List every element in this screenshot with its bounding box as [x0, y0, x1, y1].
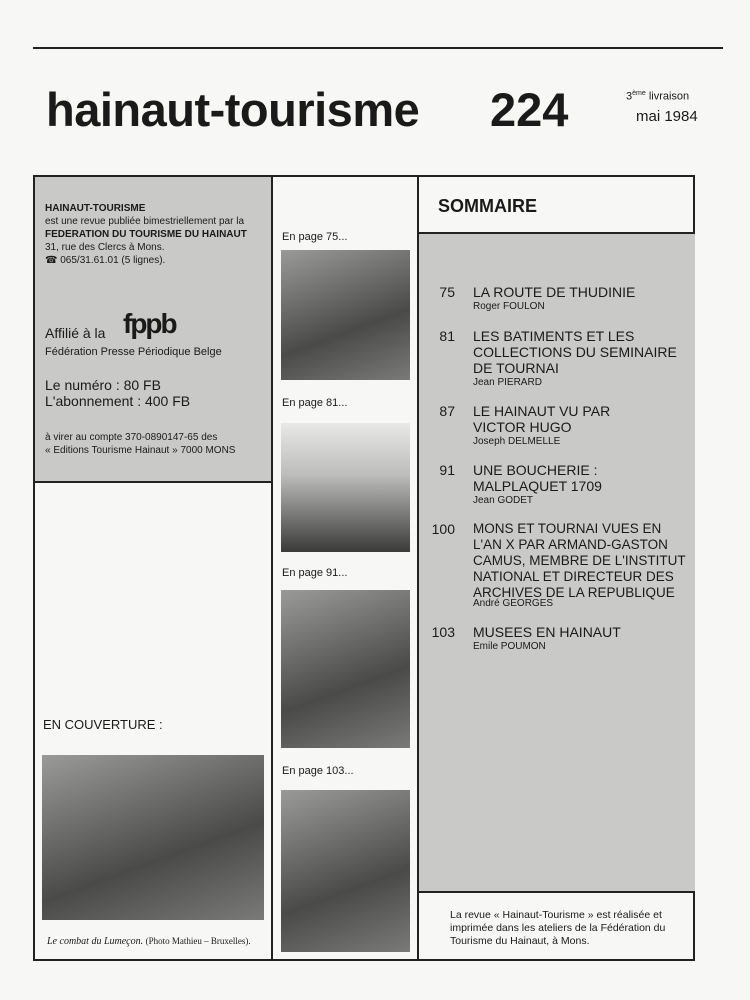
toc-page: 75: [439, 284, 455, 300]
museum-photo: [281, 790, 410, 952]
account-line: « Editions Tourisme Hainaut » 7000 MONS: [45, 445, 236, 456]
toc-author: Jean GODET: [473, 495, 534, 506]
livraison-num: 3: [626, 90, 633, 103]
livraison: [626, 90, 689, 103]
price-subscription: L'abonnement : 400 FB: [45, 393, 191, 409]
toc-page: 91: [439, 462, 455, 478]
cathedral-photo: [281, 423, 410, 552]
cover-caption-title: Le combat du Lumeçon.: [47, 936, 144, 947]
painting-photo: [281, 590, 410, 748]
cover-label: EN COUVERTURE :: [43, 717, 163, 732]
toc-title[interactable]: MONS ET TOURNAI VUES EN L'AN X PAR ARMAND-GASTON CAMUS, MEMBRE DE L'INSTITUT NATIONAL ET DIRECTEUR DES ARCHIVES DE LA REPUBLIQUE: [473, 521, 686, 600]
toc-author: Joseph DELMELLE: [473, 436, 561, 447]
page-label: En page 75...: [282, 231, 348, 243]
phone-number: 065/31.61.01 (5 lignes).: [60, 255, 166, 266]
price-issue: Le numéro : 80 FB: [45, 377, 161, 393]
toc-author: Jean PIERARD: [473, 377, 542, 388]
divider: [33, 481, 273, 483]
cover-photo: [42, 755, 264, 920]
toc-author: Roger FOULON: [473, 301, 545, 312]
telephone-icon: ☎: [45, 255, 58, 266]
info-line: 31, rue des Clercs à Mons.: [45, 242, 165, 253]
toc-page: 87: [439, 403, 455, 419]
toc-author: Emile POUMON: [473, 641, 546, 652]
federation-name: Fédération Presse Périodique Belge: [45, 346, 222, 358]
cover-caption-credit: (Photo Mathieu – Bruxelles).: [145, 936, 251, 946]
publisher-name: HAINAUT-TOURISME: [45, 203, 146, 214]
toc-title[interactable]: LE HAINAUT VU PAR VICTOR HUGO: [473, 403, 611, 435]
toc-title[interactable]: LES BATIMENTS ET LES COLLECTIONS DU SEMINAIRE DE TOURNAI: [473, 328, 677, 376]
magazine-title: hainaut-tourisme: [46, 83, 420, 136]
toc-page: 81: [439, 328, 455, 344]
toc-title[interactable]: LA ROUTE DE THUDINIE: [473, 284, 636, 300]
sommaire-title: SOMMAIRE: [438, 196, 537, 216]
livraison-word: livraison: [648, 90, 690, 103]
toc-title[interactable]: UNE BOUCHERIE : MALPLAQUET 1709: [473, 462, 602, 494]
toc-page: 103: [431, 624, 455, 640]
page-label: En page 91...: [282, 567, 348, 579]
affiliated-label: Affilié à la: [45, 325, 106, 341]
page-label: En page 103...: [282, 765, 354, 777]
fppb-logo: fppb: [123, 308, 176, 339]
issue-date: mai 1984: [636, 108, 698, 125]
printing-note: La revue « Hainaut-Tourisme » est réalisée et imprimée dans les ateliers de la Fédération du Tourisme du Hainaut, à Mons.: [450, 909, 666, 947]
account-line: à virer au compte 370-0890147-65 des: [45, 432, 218, 443]
top-rule: [33, 47, 723, 49]
toc-title[interactable]: MUSEES EN HAINAUT: [473, 624, 621, 640]
info-line: est une revue publiée bimestriellement par la: [45, 216, 244, 227]
page-label: En page 81...: [282, 397, 348, 409]
issue-number: 224: [490, 83, 569, 136]
toc-page: 100: [431, 521, 455, 537]
livraison-sup: ème: [632, 90, 646, 97]
column-divider: [271, 175, 273, 961]
toc-author: André GEORGES: [473, 598, 554, 609]
thudinie-photo: [281, 250, 410, 380]
info-line: FEDERATION DU TOURISME DU HAINAUT: [45, 229, 247, 240]
